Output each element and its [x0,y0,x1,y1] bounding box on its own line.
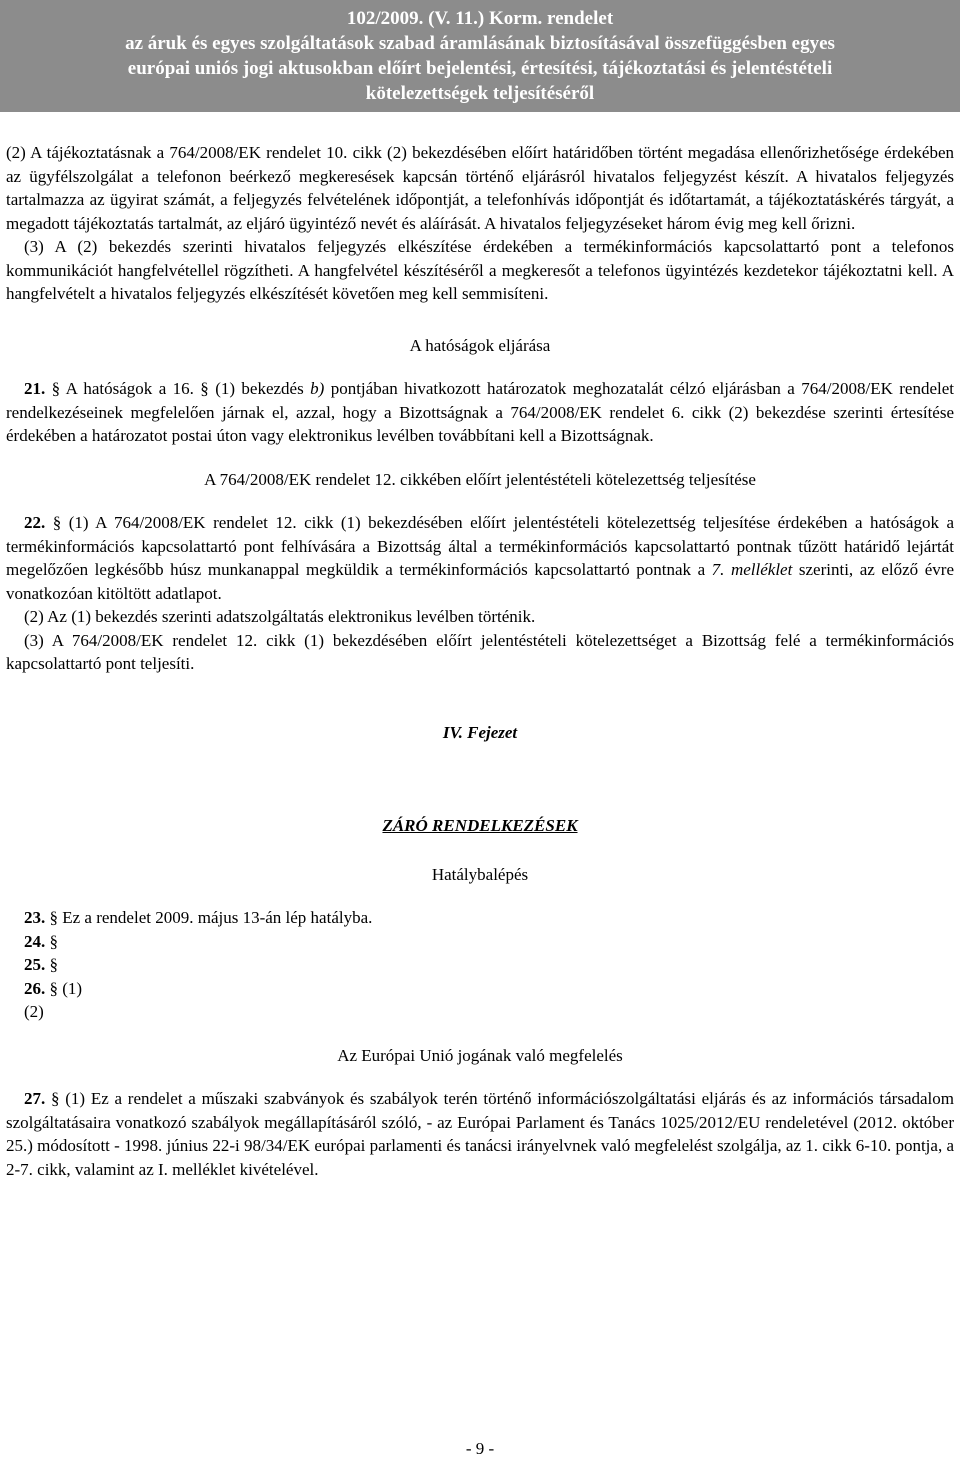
document-header [0,0,960,112]
section-text: § A hatóságok a 16. § (1) bekezdés [45,379,311,398]
heading-12-cikk: A 764/2008/EK rendelet 12. cikkében előírt jelentéstételi kötelezettség teljesítése [204,469,756,489]
section-text: § (1) [45,978,83,998]
annex-reference: 7. melléklet [711,560,793,579]
document-body [6,141,954,1181]
section-number: 21. [24,379,46,398]
section-24 [24,930,954,954]
chapter-title: IV. Fejezet [442,722,518,742]
header-title-line-3: európai uniós jogi aktusokban előírt bejelentési, értesítési, tájékoztatási és jelentéstételi [127,58,833,79]
section-text: § Ez a rendelet 2009. május 13-án lép hatályba. [45,908,373,927]
section-26-paragraph-2: (2) [24,1002,44,1021]
heading-eu-megfeleles: Az Európai Unió jogának való megfelelés [337,1045,623,1065]
section-20-paragraph-3: (3) A (2) bekezdés szerinti hivatalos feljegyzés elkészítése érdekében a termékinformációs kapcsolattartó pont a telefonos kommunikációt hangfelvétellel rögzítheti. A hangfelvétel készítéséről a megkeresőt a telefonos ügyintézés kezdetekor tájékoztatni kell. A hangfelvételt a hivatalos feljegyzés elkészítését követően meg kell semmisíteni. [6,237,954,303]
section-22-paragraph-1 [6,511,954,605]
heading-hatalybalepes: Hatálybalépés [431,864,529,884]
header-title-line-2: az áruk és egyes szolgáltatások szabad áramlásának biztosításával összefüggésben egyes [125,33,835,54]
section-number: 25. [24,955,46,974]
heading-hatosagok-eljarasa: A hatóságok eljárása [409,335,551,355]
section-text: § (1) A 764/2008/EK rendelet 12. cikk (1) bekezdésében előírt jelentéstételi kötelezettség teljesítése érdekében a hatóságok a termékinformációs kapcsolattartó pont felhívására a Bizottság által a termékinformációs kapcsolattartó pontnak tűzött határidő lejártát megelőzően legkésőbb húsz munkanappal megküldik a termékinformációs kapcsolattartó pontnak a [6,513,954,579]
section-text-italic: b) [310,379,325,398]
section-25 [24,953,954,977]
section-number: 26. [24,978,46,998]
section-21 [6,377,954,448]
page-number: - 9 - [465,1439,495,1458]
closing-provisions-title: ZÁRÓ RENDELKEZÉSEK [382,816,578,835]
section-23 [24,906,954,930]
header-title-line-1: 102/2009. (V. 11.) Korm. rendelet [346,8,614,29]
section-22-paragraph-2: (2) Az (1) bekezdés szerinti adatszolgáltatás elektronikus levélben történik. [24,607,536,626]
section-27 [6,1087,954,1181]
section-number: 23. [24,908,46,927]
section-list [6,906,954,1024]
section-text: § [45,931,58,951]
header-title-line-4: kötelezettségek teljesítéséről [365,83,595,104]
section-number: 24. [24,931,46,951]
section-text: § (1) Ez a rendelet a műszaki szabványok és szabályok terén történő információszolgáltatási eljárás és az információs társadalom szolgáltatásaira vonatkozó szabályok megállapításáról szóló, - az Európai Parlament és Tanács 1025/2012/EU rendeletével (2012. október 25.) módosított - 1998. június 22-i 98/34/EK európai parlamenti és tanácsi irányelvnek való megfelelést szolgálja, az 1. cikk 6-10. pontja, a 2-7. cikk, valamint az I. melléklet kivételével. [6,1089,954,1179]
section-20-paragraph-2: (2) A tájékoztatásnak a 764/2008/EK rendelet 10. cikk (2) bekezdésében előírt határidőben történt megadása ellenőrizhetősége érdekében az ügyfélszolgálat a telefonon beérkező megkeresések kapcsán történő eljárásról hivatalos feljegyzést készít. A hivatalos feljegyzés tartalmazza az ügyirat számát, a feljegyzés felvételének időpontját, a telefonhívás időpontját és időtartamát, a tájékoztatáskérés tárgyát, a megadott tájékoztatás tartalmát, az eljáró ügyintéző nevét és aláírását. A hivatalos feljegyzéseket három évig meg kell őrizni. [6,143,954,233]
section-number: 22. [24,513,46,532]
section-text: § [45,955,58,974]
section-26 [24,977,954,1001]
section-number: 27. [24,1089,46,1108]
section-text: pontjában hivatkozott határozatok meghozatalát célzó eljárásban a 764/2008/EK rendelet rendelkezéseinek megfelelően járnak el, azzal, hogy a Bizottságnak a 764/2008/EK rendelet 6. cikk (2) bekezdése szerinti értesítése érdekében a határozatot postai úton vagy elektronikus levélben továbbítani kell a Bizottságnak. [6,379,955,445]
section-22-paragraph-3: (3) A 764/2008/EK rendelet 12. cikk (1) bekezdésében előírt jelentéstételi kötelezettséget a Bizottság felé a termékinformációs kapcsolattartó pont teljesíti. [6,630,954,673]
section-text: szerinti, az előző évre vonatkozóan kitöltött adatlapot. [6,560,954,603]
